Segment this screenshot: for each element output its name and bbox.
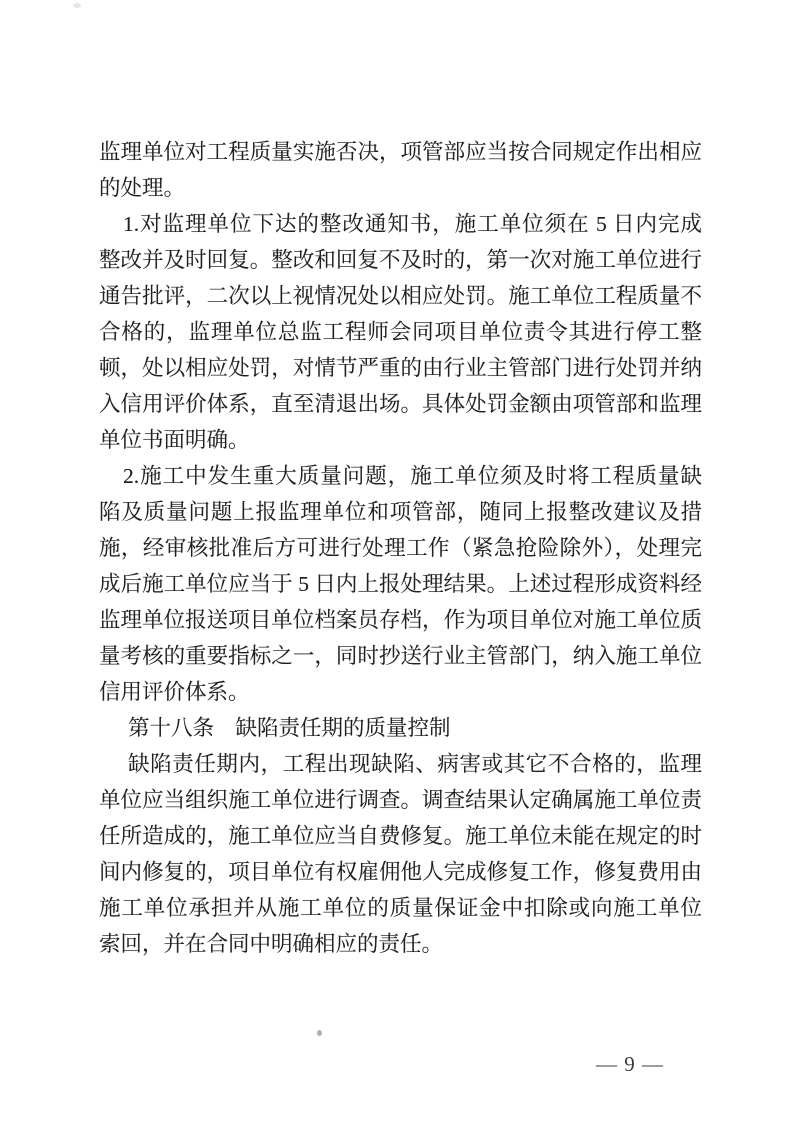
text-line: 量考核的重要指标之一，同时抄送行业主管部门，纳入施工单位 bbox=[99, 644, 702, 668]
text-line: 施，经审核批准后方可进行处理工作（紧急抢险除外），处理完 bbox=[99, 536, 702, 560]
text-line: 单位应当组织施工单位进行调查。调查结果认定确属施工单位责 bbox=[99, 788, 702, 812]
text-line: 索回，并在合同中明确相应的责任。 bbox=[99, 932, 444, 956]
text-line: 监理单位对工程质量实施否决，项管部应当按合同规定作出相应 bbox=[99, 140, 702, 164]
paragraph-item-1 bbox=[99, 206, 702, 458]
scan-speck bbox=[317, 1030, 322, 1036]
text-line: 任所造成的，施工单位应当自费修复。施工单位未能在规定的时 bbox=[99, 824, 702, 848]
scan-speck bbox=[73, 3, 81, 8]
text-line: 陷及质量问题上报监理单位和项管部，随同上报整改建议及措 bbox=[99, 500, 702, 524]
text-line: 整改并及时回复。整改和回复不及时的，第一次对施工单位进行 bbox=[99, 248, 702, 272]
article-heading-text: 第十八条 缺陷责任期的质量控制 bbox=[128, 716, 451, 740]
text-line: 通告批评，二次以上视情况处以相应处罚。施工单位工程质量不 bbox=[99, 284, 702, 308]
paragraph-continuation bbox=[99, 134, 702, 206]
text-line: 成后施工单位应当于 5 日内上报处理结果。上述过程形成资料经 bbox=[99, 572, 702, 596]
text-line: 单位书面明确。 bbox=[99, 428, 250, 452]
text-line: 顿，处以相应处罚，对情节严重的由行业主管部门进行处罚并纳 bbox=[99, 356, 702, 380]
page-number: — 9 — bbox=[596, 1052, 664, 1076]
text-line: 缺陷责任期内，工程出现缺陷、病害或其它不合格的，监理 bbox=[128, 752, 702, 776]
paragraph-item-2 bbox=[99, 458, 702, 710]
text-line: 1.对监理单位下达的整改通知书，施工单位须在 5 日内完成 bbox=[123, 212, 702, 236]
text-line: 施工单位承担并从施工单位的质量保证金中扣除或向施工单位 bbox=[99, 896, 702, 920]
text-line: 的处理。 bbox=[99, 176, 186, 200]
text-line: 合格的，监理单位总监工程师会同项目单位责令其进行停工整 bbox=[99, 320, 702, 344]
text-line: 间内修复的，项目单位有权雇佣他人完成修复工作，修复费用由 bbox=[99, 860, 702, 884]
document-body bbox=[99, 134, 702, 962]
text-line: 2.施工中发生重大质量问题，施工单位须及时将工程质量缺 bbox=[123, 464, 702, 488]
paragraph-defect-period bbox=[99, 746, 702, 962]
article-heading bbox=[99, 710, 702, 746]
text-line: 入信用评价体系，直至清退出场。具体处罚金额由项管部和监理 bbox=[99, 392, 702, 416]
text-line: 监理单位报送项目单位档案员存档，作为项目单位对施工单位质 bbox=[99, 608, 702, 632]
text-line: 信用评价体系。 bbox=[99, 680, 250, 704]
